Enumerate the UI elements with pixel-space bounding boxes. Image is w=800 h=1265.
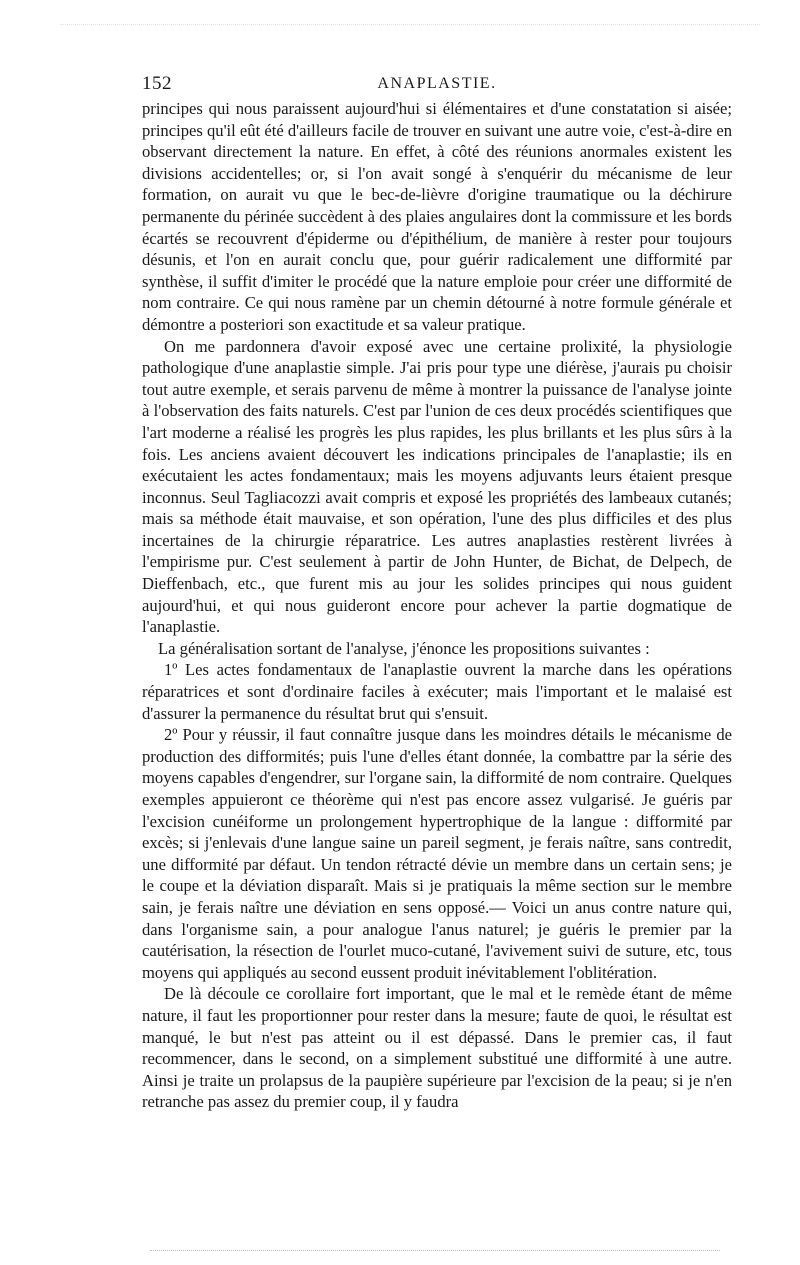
- body-text: [142, 98, 732, 1113]
- page-number: 152: [142, 73, 172, 94]
- scan-noise: [60, 24, 760, 25]
- bottom-scan-rule: [150, 1250, 720, 1251]
- paragraph-proposition-2: 2º Pour y réussir, il faut connaître jusque dans les moindres détails le mécanisme de production des difformités; puis l'une d'elles étant donnée, la combattre par la série des moyens capables d'engendrer, sur l'organe sain, la difformité de nom contraire. Quelques exemples appuieront ce théorème qui n'est pas encore assez vulgarisé. Je guéris par l'excision cunéiforme un prolongement hypertrophique de la langue : difformité par excès; si j'enlevais d'une langue saine un pareil segment, je ferais naître, sans contredit, une difformité par défaut. Un tendon rétracté dévie un membre dans un certain sens; je le coupe et la déviation disparaît. Mais si je pratiquais la même section sur le membre sain, je ferais naître une déviation en sens opposé.— Voici un anus contre nature qui, dans l'organisme sain, a pour analogue l'anus naturel; je guéris le premier par la cautérisation, la résection de l'ourlet muco-cutané, l'avivement suivi de suture, etc, tous moyens qui appliqués au second eussent produit inévitablement l'oblitération.: [142, 725, 732, 982]
- paragraph-proposition-1: 1º Les actes fondamentaux de l'anaplastie ouvrent la marche dans les opérations réparatrices et sont d'ordinaire faciles à exécuter; mais l'important et le malaisé est d'assurer la permanence du résultat brut qui s'ensuit.: [142, 660, 732, 723]
- page-header: [142, 73, 732, 97]
- paragraph-apology: On me pardonnera d'avoir exposé avec une certaine prolixité, la physiologie pathologique d'une anaplastie simple. J'ai pris pour type une diérèse, j'aurais pu choisir tout autre exemple, et serais parvenu de même à montrer la puissance de l'analyse jointe à l'observation des faits naturels. C'est par l'union de ces deux procédés scientifiques que l'art moderne a réalisé les progrès les plus rapides, les plus brillants et les plus sûrs à la fois. Les anciens avaient découvert les indications principales de l'anaplastie; ils en exécutaient les actes fondamentaux; mais les moyens adjuvants leurs étaient presque inconnus. Seul Tagliacozzi avait compris et exposé les propriétés des lambeaux cutanés; mais sa méthode était mauvaise, et son opération, l'une des plus difficiles et des plus incertaines de la chirurgie réparatrice. Les autres anaplasties restèrent livrées à l'empirisme pur. C'est seulement à partir de John Hunter, de Bichat, de Delpech, de Dieffenbach, etc., que furent mis au jour les solides principes qui nous guident aujourd'hui, et qui nous guideront encore pour achever la partie dogmatique de l'anaplastie.: [142, 336, 732, 637]
- running-title: ANAPLASTIE.: [377, 75, 497, 92]
- paragraph-propositions-intro: La généralisation sortant de l'analyse, j'énonce les propositions suivantes :: [158, 638, 650, 658]
- paragraph-corollary: De là découle ce corollaire fort important, que le mal et le remède étant de même nature, il faut les proportionner pour rester dans la mesure; faute de quoi, le résultat est manqué, le but n'est pas atteint ou il est dépassé. Dans le premier cas, il faut recommencer, dans le second, on a simplement substitué une difformité à une autre. Ainsi je traite un prolapsus de la paupière supérieure par l'excision de la peau; si je n'en retranche pas assez du premier coup, il y faudra: [142, 984, 732, 1112]
- paragraph-continuation: principes qui nous paraissent aujourd'hui si élémentaires et d'une constatation si aisée; principes qu'il eût été d'ailleurs facile de trouver en suivant une autre voie, c'est-à-dire en observant directement la nature. En effet, à côté des réunions anormales existent les divisions accidentelles; or, si l'on avait songé à s'enquérir du mécanisme de leur formation, on aurait vu que le bec-de-lièvre d'origine traumatique ou la déchirure permanente du périnée succèdent à des plaies angulaires dont la commissure et les bords écartés se recouvrent d'épiderme ou d'épithélium, de manière à rester pour toujours désunis, et l'on en aurait conclu que, pour guérir radicalement une difformité par synthèse, il suffit d'imiter le procédé que la nature emploie pour créer une difformité de nom contraire. Ce qui nous ramène par un chemin détourné à notre formule générale et démontre a posteriori son exactitude et sa valeur pratique.: [142, 99, 732, 334]
